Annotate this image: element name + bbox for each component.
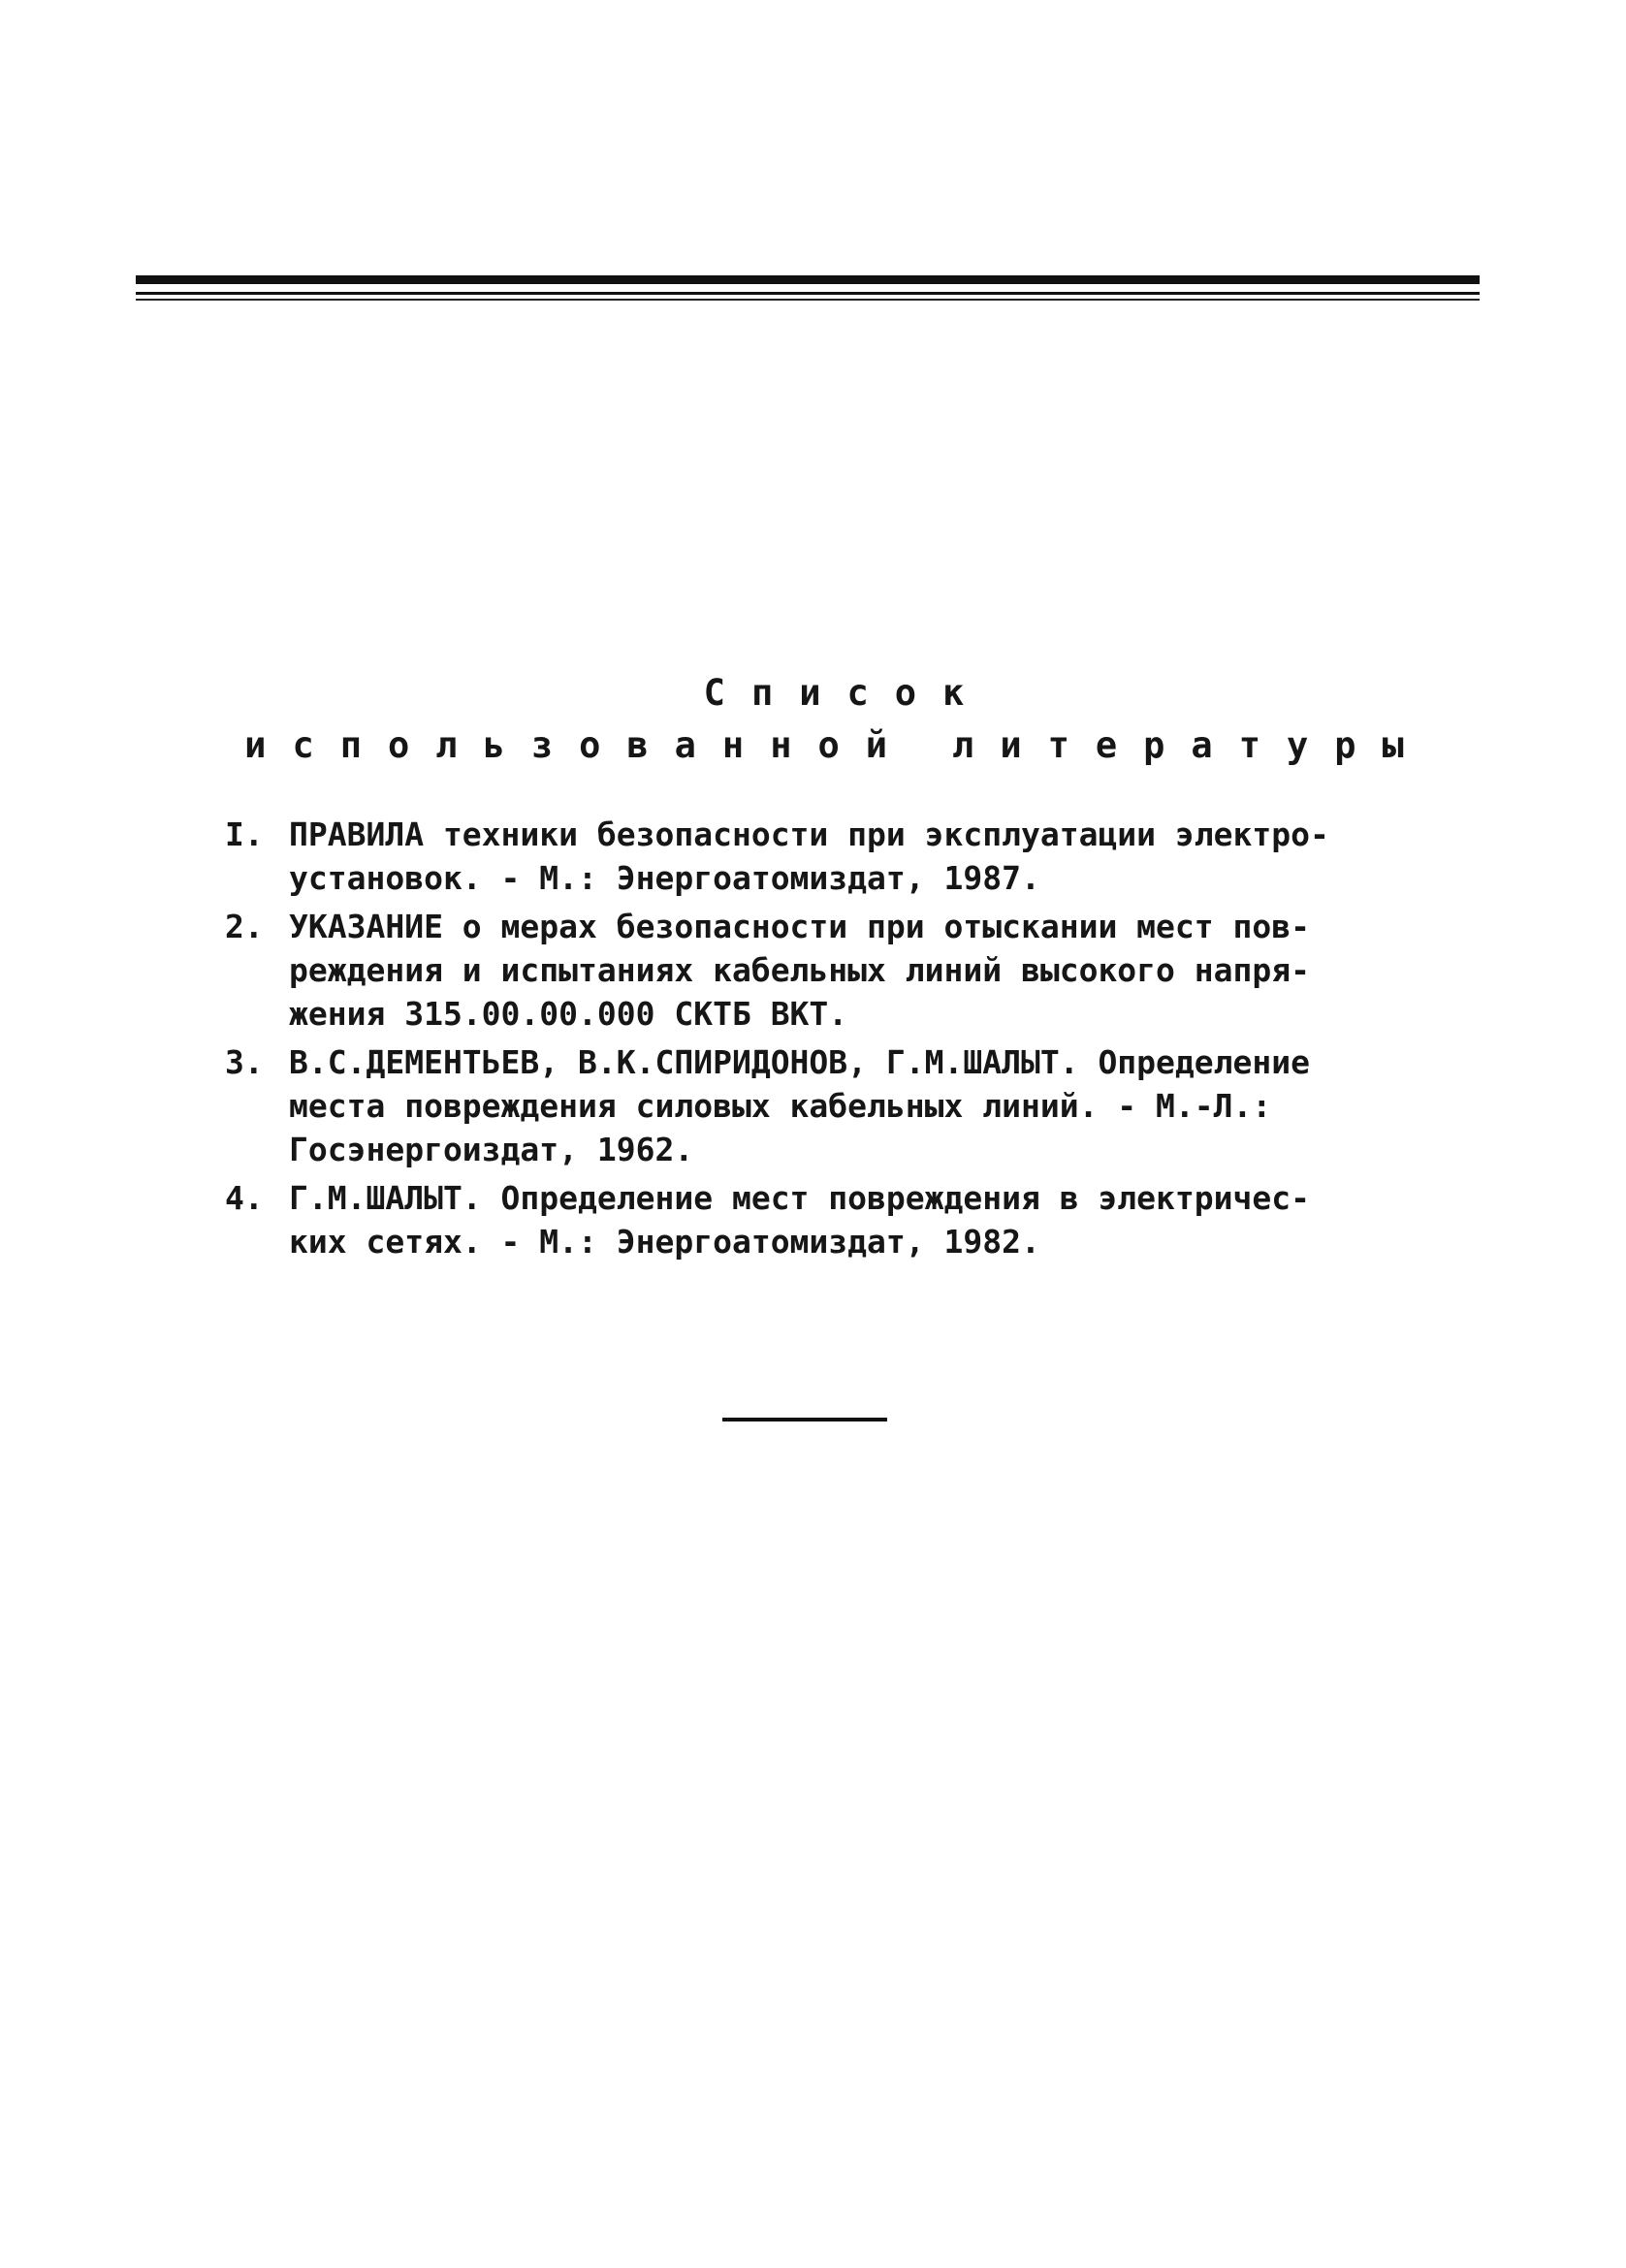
reference-item bbox=[225, 1176, 1388, 1263]
reference-item bbox=[225, 905, 1388, 1036]
reference-number: I. bbox=[225, 815, 264, 853]
title-word-literature: литературы bbox=[952, 724, 1430, 766]
reference-line: ПРАВИЛА техники безопасности при эксплуатации электро- bbox=[289, 815, 1329, 853]
reference-number: 2. bbox=[225, 908, 264, 945]
reference-line: Госэнергоиздат, 1962. bbox=[289, 1131, 694, 1168]
reference-line: жения 315.00.00.000 СКТБ ВКТ. bbox=[289, 995, 848, 1033]
reference-line: установок. - М.: Энергоатомиздат, 1987. bbox=[289, 859, 1040, 897]
top-double-rule-thick bbox=[136, 275, 1480, 284]
reference-number: 4. bbox=[225, 1179, 264, 1217]
page-title bbox=[0, 669, 1626, 718]
reference-line: В.С.ДЕМЕНТЬЕВ, В.К.СПИРИДОНОВ, Г.М.ШАЛЫТ. Определение bbox=[289, 1043, 1310, 1081]
reference-item bbox=[225, 813, 1388, 900]
reference-line: ких сетях. - М.: Энергоатомиздат, 1982. bbox=[289, 1223, 1040, 1261]
reference-item bbox=[225, 1040, 1388, 1171]
closing-rule bbox=[722, 1418, 887, 1421]
top-double-rule-thin-lower bbox=[136, 299, 1480, 301]
reference-number: 3. bbox=[225, 1043, 264, 1081]
title-word-used: использованной bbox=[244, 724, 914, 766]
page-subtitle bbox=[0, 721, 1626, 770]
reference-line: места повреждения силовых кабельных линий. - М.-Л.: bbox=[289, 1087, 1272, 1125]
reference-list bbox=[225, 813, 1388, 1268]
reference-line: Г.М.ШАЛЫТ. Определение мест повреждения в электричес- bbox=[289, 1179, 1310, 1217]
reference-line: реждения и испытаниях кабельных линий высокого напря- bbox=[289, 951, 1310, 989]
top-double-rule-thin bbox=[136, 292, 1480, 295]
title-word-list: Список bbox=[703, 672, 991, 714]
reference-line: УКАЗАНИЕ о мерах безопасности при отыскании мест пов- bbox=[289, 908, 1310, 945]
